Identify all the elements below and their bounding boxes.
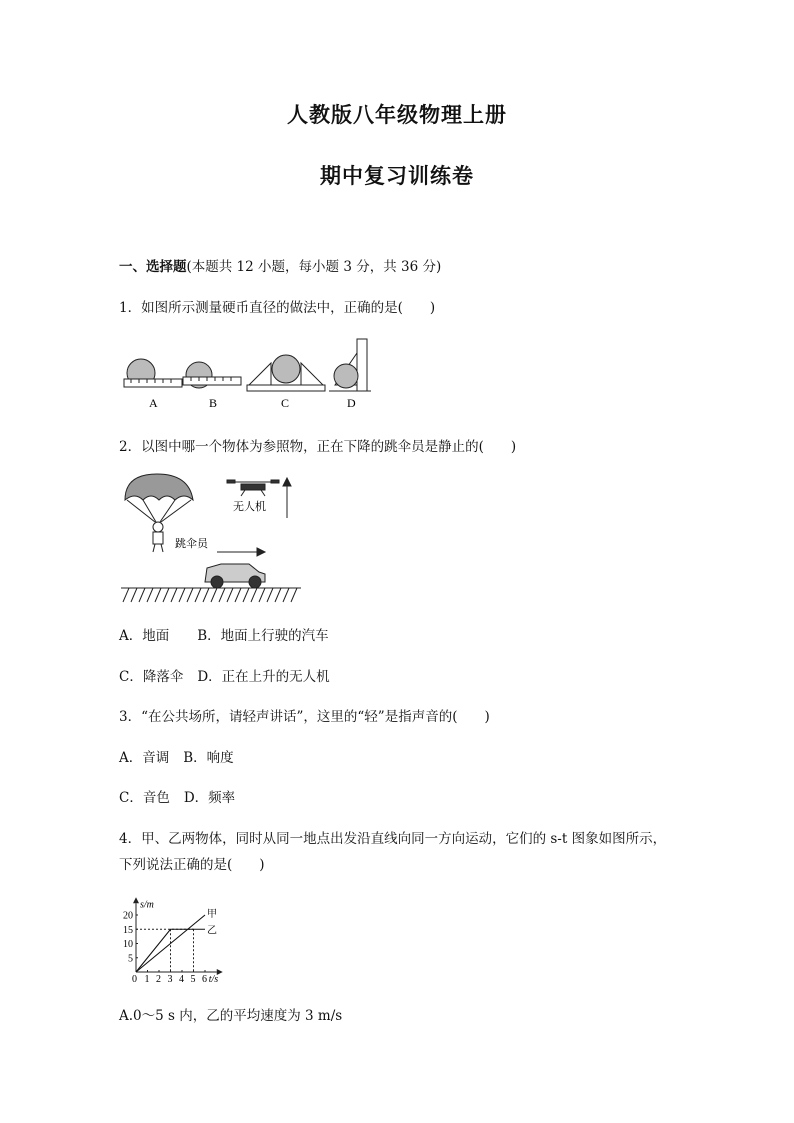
s-t-chart: [118, 888, 238, 982]
coin-measure-figure: [121, 333, 376, 413]
y-tick-label: 15: [123, 924, 133, 936]
series-line-1: [136, 915, 205, 972]
right-arrow-icon: [217, 548, 265, 556]
up-arrow-icon: [283, 478, 291, 518]
x-tick-label: 4: [179, 974, 184, 982]
page-title: 人教版八年级物理上册: [287, 103, 507, 127]
option-3d[interactable]: D．频率: [183, 790, 236, 806]
parachute-figure: [119, 470, 309, 605]
drone-icon: [227, 480, 279, 496]
option-2c[interactable]: C．降落伞: [119, 669, 184, 685]
y-axis-arrow: [133, 897, 139, 903]
car-icon: [205, 564, 265, 588]
question-4-option-a[interactable]: A.0～5 s 内，乙的平均速度为 3 m/s: [119, 1008, 343, 1024]
page-subtitle: 期中复习训练卷: [320, 164, 474, 188]
option-3c[interactable]: C．音色: [119, 790, 170, 806]
question-4-stem-line1: 4．甲、乙两物体，同时从同一地点出发沿直线向同一方向运动，它们的 s-t 图象如图所示，: [119, 831, 667, 847]
question-3-options-row2: [119, 786, 235, 806]
drone-label: 无人机: [233, 500, 266, 513]
option-3a[interactable]: A．音调: [119, 750, 170, 766]
parachute-icon: [125, 474, 193, 522]
x-tick-label: 3: [167, 974, 173, 982]
figure-label-d: D: [347, 396, 356, 410]
series-label-1: 甲: [207, 909, 217, 920]
question-2-options-row2: [119, 665, 330, 685]
question-2-options-row1: [119, 624, 329, 644]
x-tick-label: 1: [144, 974, 150, 982]
ground-hatching: [121, 588, 301, 602]
section-heading: [119, 255, 441, 275]
parachutist-icon: [153, 522, 163, 552]
option-2d[interactable]: D．正在上升的无人机: [197, 669, 330, 685]
option-2b[interactable]: B．地面上行驶的汽车: [197, 628, 329, 644]
section-note: (本题共 12 小题，每小题 3 分，共 36 分): [186, 259, 442, 275]
y-tick-label: 5: [128, 953, 133, 965]
option-3b[interactable]: B．响度: [183, 750, 234, 766]
figure-a-coin-ruler: [124, 359, 182, 387]
x-tick-label: 2: [156, 974, 161, 982]
question-2-stem: 2．以图中哪一个物体为参照物，正在下降的跳伞员是静止的( ): [119, 439, 517, 455]
question-3-stem: 3．“在公共场所，请轻声讲话”，这里的“轻”是指声音的( ): [119, 709, 490, 725]
question-3-options-row1: [119, 746, 234, 766]
figure-d-coin-square: [329, 339, 371, 391]
question-4-stem-line2: 下列说法正确的是( ): [119, 857, 265, 873]
x-tick-label: 0: [132, 974, 137, 982]
figure-c-coin-triangles: [247, 355, 325, 391]
series-label-2: 乙: [207, 925, 217, 937]
y-tick-label: 10: [123, 939, 133, 950]
y-tick-label: 20: [123, 910, 133, 922]
question-1-stem: 1．如图所示测量硬币直径的做法中，正确的是( ): [119, 300, 436, 316]
figure-label-a: A: [149, 396, 158, 410]
figure-label-c: C: [281, 396, 290, 410]
section-label: 一、选择题: [119, 259, 187, 275]
x-axis-label: t/s: [208, 974, 219, 982]
x-tick-label: 5: [190, 974, 196, 982]
figure-label-b: B: [209, 396, 218, 410]
x-tick-label: 6: [202, 974, 207, 982]
parachutist-label: 跳伞员: [175, 537, 208, 550]
figure-b-coin-ruler: [183, 362, 241, 388]
option-2a[interactable]: A．地面: [119, 628, 170, 644]
y-axis-label: s/m: [140, 899, 154, 911]
